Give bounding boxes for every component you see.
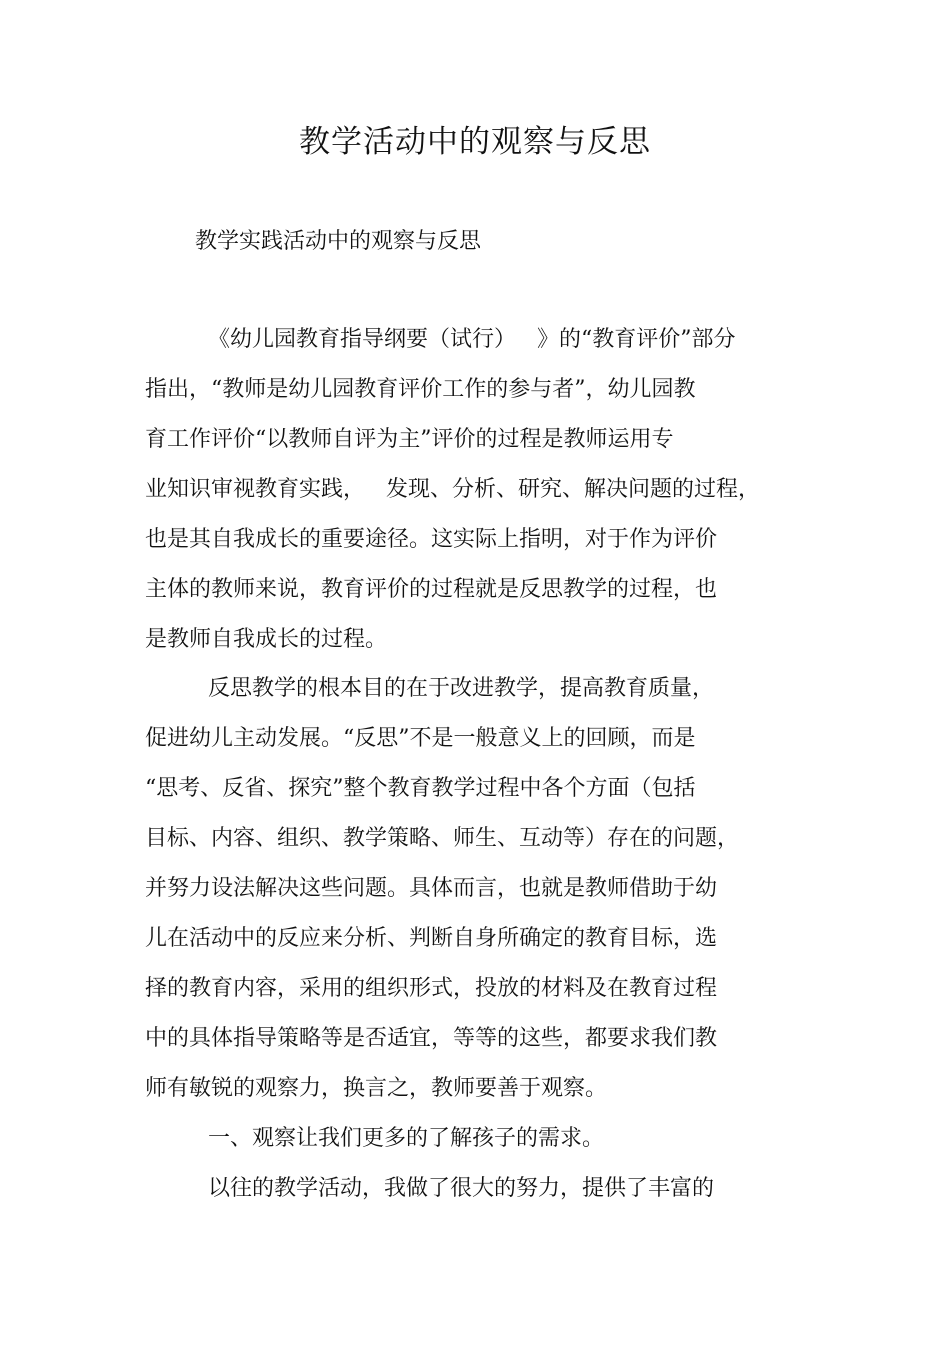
paragraph-line: 主体的教师来说，教育评价的过程就是反思教学的过程，也	[145, 577, 718, 602]
paragraph-line: “思考、反省、探究”整个教育教学过程中各个方面（包括	[145, 776, 696, 801]
paragraph-line: 业知识审视教育实践， 发现、分析、研究、解决问题的过程，	[145, 477, 760, 502]
paragraph-line: 也是其自我成长的重要途径。这实际上指明，对于作为评价	[145, 527, 718, 552]
paragraph-line: 儿在活动中的反应来分析、判断自身所确定的教育目标，选	[145, 926, 718, 951]
document-subtitle: 教学实践活动中的观察与反思	[195, 229, 482, 254]
paragraph-line: 反思教学的根本目的在于改进教学，提高教育质量，	[208, 676, 715, 701]
paragraph-line: 目标、内容、组织、教学策略、师生、互动等）存在的问题，	[145, 826, 740, 851]
paragraph-line: 《幼儿园教育指导纲要（试行） 》的“教育评价”部分	[208, 327, 736, 352]
paragraph-line: 师有敏锐的观察力，换言之，教师要善于观察。	[145, 1076, 608, 1101]
paragraph-line: 育工作评价“以教师自评为主”评价的过程是教师运用专	[145, 427, 674, 452]
paragraph-line: 是教师自我成长的过程。	[145, 627, 388, 652]
paragraph-line: 中的具体指导策略等是否适宜，等等的这些，都要求我们教	[145, 1026, 718, 1051]
section-heading: 一、观察让我们更多的了解孩子的需求。	[208, 1126, 605, 1151]
paragraph-line: 指出，“教师是幼儿园教育评价工作的参与者”，幼儿园教	[145, 377, 696, 402]
paragraph-line: 促进幼儿主动发展。“反思”不是一般意义上的回顾，而是	[145, 726, 696, 751]
paragraph-line: 并努力设法解决这些问题。具体而言，也就是教师借助于幼	[145, 876, 718, 901]
paragraph-line: 以往的教学活动，我做了很大的努力，提供了丰富的	[208, 1176, 715, 1201]
paragraph-line: 择的教育内容，采用的组织形式，投放的材料及在教育过程	[145, 976, 718, 1001]
document-title: 教学活动中的观察与反思	[299, 124, 651, 160]
